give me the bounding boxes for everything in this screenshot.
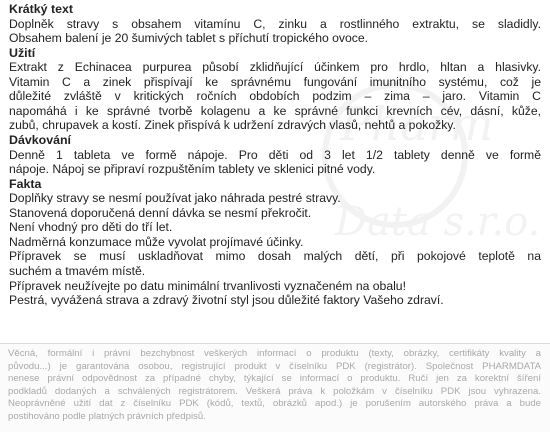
usage-line: Vitamin C a zinek přispívají ke správnému fungování imunitního systému, což je [9,74,541,89]
legal-disclaimer [0,343,550,432]
disclaimer-line: podkladů dodaných a schválených registrátorem. Veškerá práva k položkám v číselníku PDK jsou vyhrazena. [8,385,541,397]
section-heading-short-text: Krátký text [9,2,74,16]
watermark-text-data: Data s.r.o. [335,199,541,245]
usage-body [9,60,541,133]
section-heading-facts: Fakta [9,176,42,191]
disclaimer-line: Neoprávněné užití dat z číselníku PDK (kódů, textů, obrázků apod.) je porušením autorského práva a bude [8,398,541,410]
facts-line: Není vhodný pro děti do tří let. [9,220,173,235]
usage-line: důležité zvláště v kritických ročních obdobích podzim – zima – jaro. Vitamin C [9,89,541,104]
short-text-line: Doplněk stravy s obsahem vitamínu C, zinku a rostlinného extraktu, se sladidly. [9,16,541,31]
facts-line: Pestrá, vyvážená strava a zdravý životní styl jsou důležité faktory Vašeho zdraví. [9,293,444,308]
short-text-body [9,17,541,46]
dosage-line: nápoje. Nápoj se připraví rozpuštěním tablety ve sklenici pitné vody. [9,162,376,177]
short-text-line: Obsahem balení je 20 šumivých tablet s příchutí tropického ovoce. [9,31,369,46]
usage-line: Extrakt z Echinacea purpurea působí zklidňující účinkem pro hrdlo, hltan a hlasivky. [9,60,541,75]
usage-line: zubů, chrupavek a kostí. Zinek přispívá k udržení zdravých vlasů, nehtů a pokožky. [9,118,456,133]
facts-line: Přípravek se musí uskladňovat mimo dosah malých dětí, při pokojové teplotě na [9,249,541,264]
dosage-line: Denně 1 tableta ve formě nápoje. Pro děti od 3 let 1/2 tablety denně ve formě [9,147,541,162]
facts-line: Stanovená doporučená denní dávka se nesmí překročit. [9,205,312,220]
disclaimer-line: původu...) je garantována osobou, registrující produkt v číselníku PDK (registrátor). Společnost PHARMDATA [8,360,541,372]
usage-line: napomáhá i ke správné tvorbě kolagenu a ke správné funkci krevních cév, dásní, kůže, [9,103,541,118]
disclaimer-line: nenese právní odpovědnost za případné chyby, týkající se informací o produktu. Ručí jen za korektní šíření [8,373,541,385]
disclaimer-line: postihováno podle platných právních předpisů. [8,410,206,422]
dosage-body [9,148,541,177]
disclaimer-body [8,348,541,424]
facts-line: Přípravek neužívejte po datu minimální trvanlivosti vyznačeném na obalu! [9,278,406,293]
facts-body [9,191,541,307]
section-usage [9,46,541,133]
section-heading-usage: Užití [9,45,36,60]
section-facts [9,177,541,308]
facts-line: suchém a tmavém místě. [9,264,146,279]
disclaimer-line: Věcná, formální i právní bezchybnost veškerých informací o produktu (texty, obrázky, certifikáty kvality a [8,348,541,359]
section-heading-dosage: Dávkování [9,133,71,148]
section-dosage [9,133,541,177]
product-info [9,2,541,308]
facts-line: Doplňky stravy se nesmí používat jako náhrada pestré stravy. [9,191,341,206]
facts-line: Nadměrná konzumace může vyvolat projímavé účinky. [9,234,304,249]
section-short-text [9,2,541,46]
watermark-text-pharm: Pharm [340,97,494,151]
